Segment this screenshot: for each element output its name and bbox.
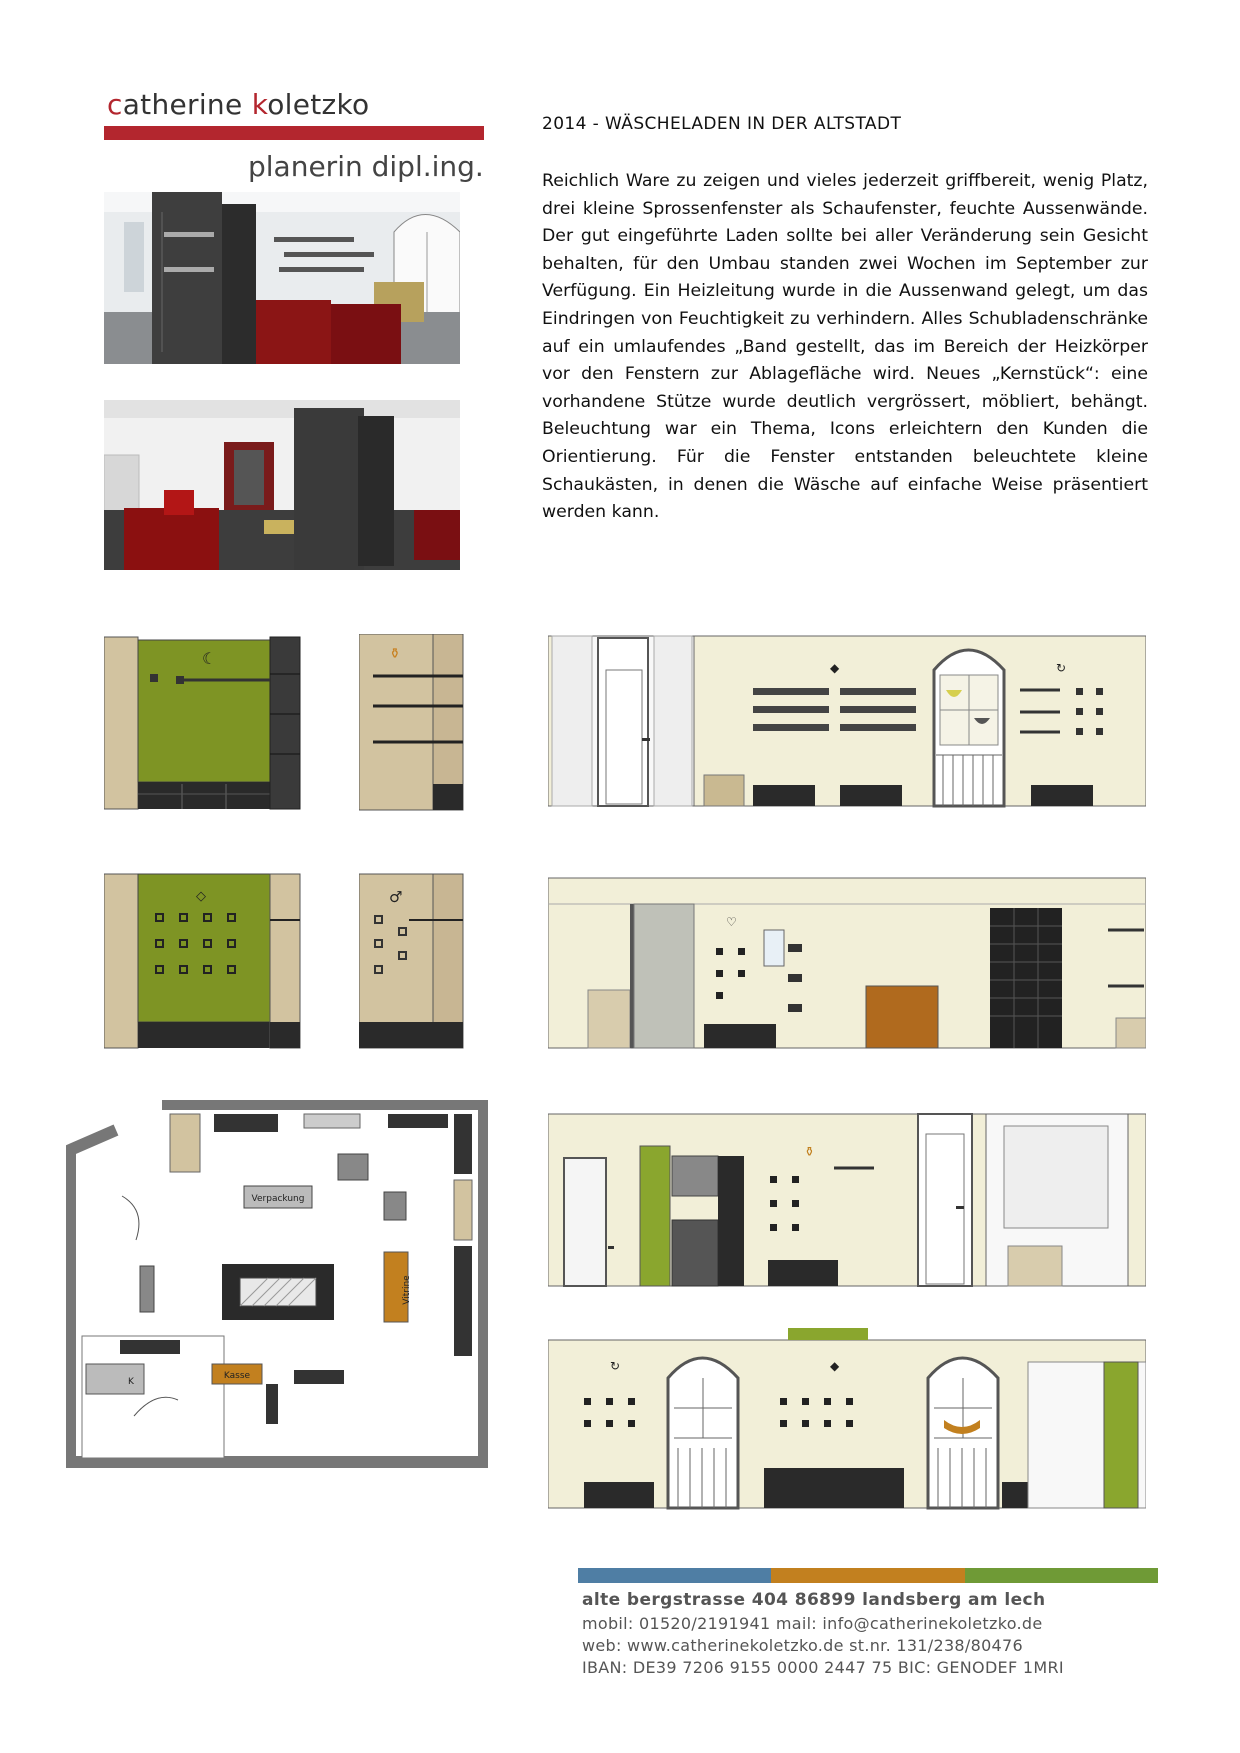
footer-bank: IBAN: DE39 7206 9155 0000 2447 75 BIC: GENODEF 1MRI bbox=[582, 1658, 1064, 1677]
interior-render-2 bbox=[104, 400, 460, 570]
elevation-wall-g bbox=[548, 1110, 1146, 1288]
brand-first-name: atherine bbox=[122, 88, 252, 121]
plan-label-kitchen: K bbox=[128, 1377, 134, 1387]
elevation-wall-e bbox=[359, 872, 465, 1050]
elevation-wall-f bbox=[548, 874, 1146, 1050]
svg-text:☾: ☾ bbox=[202, 649, 217, 668]
elevation-wall-d bbox=[104, 872, 304, 1050]
brand-name bbox=[107, 88, 369, 121]
svg-text:◆: ◆ bbox=[830, 1359, 840, 1373]
elevation-wall-a bbox=[104, 634, 304, 812]
svg-text:⚱: ⚱ bbox=[804, 1145, 815, 1160]
footer-web: web: www.catherinekoletzko.de st.nr. 131/238/80476 bbox=[582, 1636, 1023, 1655]
brand-bar bbox=[104, 126, 484, 140]
plan-label-packaging: Verpackung bbox=[251, 1194, 305, 1204]
brand-subtitle: planerin dipl.ing. bbox=[248, 150, 484, 183]
brand-initial-c: c bbox=[107, 88, 123, 121]
svg-text:♂: ♂ bbox=[389, 888, 403, 906]
svg-text:◇: ◇ bbox=[196, 889, 206, 904]
footer-address: alte bergstrasse 404 86899 landsberg am lech bbox=[582, 1590, 1046, 1610]
project-description: Reichlich Ware zu zeigen und vieles jederzeit griffbereit, wenig Platz, drei kleine Sprossenfenster als Schaufenster, feuchte Aussenwände. Der gut eingeführte Laden sollte bei aller Veränderung sein Gesicht behalten, für den Umbau standen zwei Wochen im September zur Verfügung. Ein Heizleitung wurde in die Aussenwand gelegt, um das Eindringen von Feuchtigkeit zu verhindern. Alles Schubladenschränke auf ein umlaufendes „Band gestellt, das im Bereich der Heizkörper vor den Fenstern zur Ablagefläche wird. Neues „Kernstück“: eine vorhandene Stütze wurde deutlich vergrössert, möbliert, behängt. Beleuchtung war ein Thema, Icons erleichtern den Kunden die Orientierung. Für die Fenster entstanden beleuchtete kleine Schaukästen, in denen die Wäsche auf einfache Weise präsentiert werden kann. bbox=[542, 171, 1148, 523]
plan-label-checkout: Kasse bbox=[223, 1371, 251, 1381]
svg-text:↻: ↻ bbox=[610, 1359, 621, 1373]
plan-label-showcase: Vitrine bbox=[402, 1275, 412, 1305]
elevation-front-door-window bbox=[548, 630, 1146, 814]
elevation-wall-b bbox=[359, 634, 465, 812]
footer-color-bars bbox=[578, 1568, 1158, 1583]
floor-plan bbox=[66, 1100, 488, 1468]
svg-text:⚱: ⚱ bbox=[389, 646, 401, 662]
interior-render-1 bbox=[104, 192, 460, 364]
brand-last-name: oletzko bbox=[267, 88, 370, 121]
project-heading: 2014 - WÄSCHELADEN IN DER ALTSTADT bbox=[542, 114, 902, 134]
footer-contact: mobil: 01520/2191941 mail: info@catherinekoletzko.de bbox=[582, 1614, 1043, 1633]
svg-text:◆: ◆ bbox=[830, 661, 840, 675]
footer-bar-blue bbox=[578, 1568, 771, 1583]
svg-text:♡: ♡ bbox=[726, 915, 737, 929]
footer-bar-green bbox=[965, 1568, 1158, 1583]
svg-text:↻: ↻ bbox=[1056, 661, 1067, 675]
footer-bar-orange bbox=[771, 1568, 964, 1583]
brand-initial-k: k bbox=[251, 88, 268, 121]
elevation-wall-h bbox=[548, 1328, 1146, 1510]
